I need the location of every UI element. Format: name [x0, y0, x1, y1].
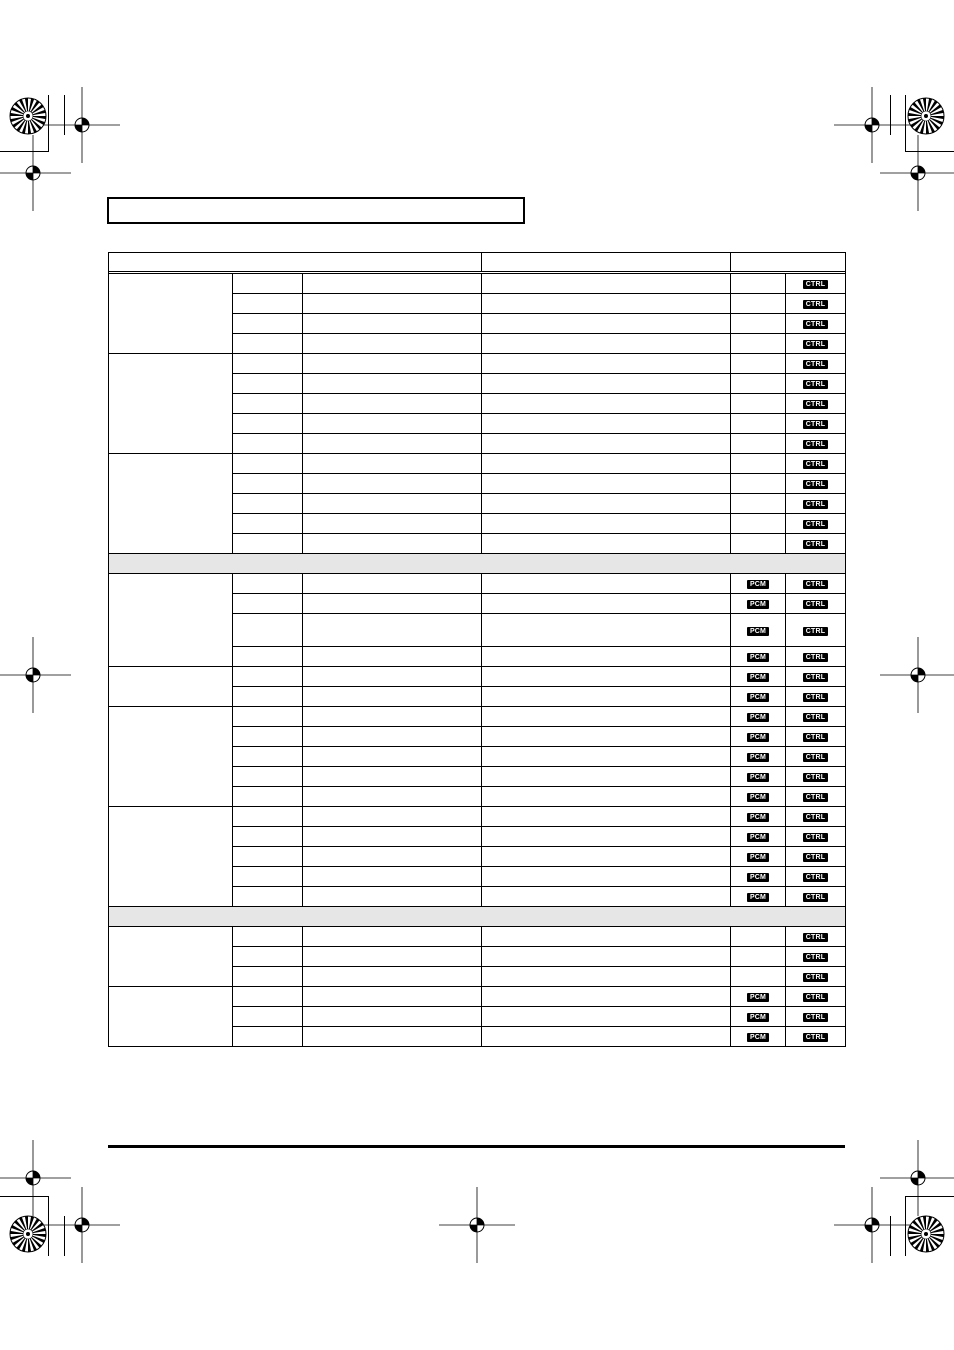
- pcm-badge: PCM: [747, 793, 769, 802]
- ctrl-badge-cell: [786, 534, 846, 554]
- section-heading: [109, 907, 846, 927]
- param-id-cell: [233, 767, 303, 787]
- pcm-badge-cell: [731, 767, 786, 787]
- ctrl-badge-cell: [786, 394, 846, 414]
- ctrl-badge-cell: [786, 767, 846, 787]
- param-name-cell: [303, 647, 482, 667]
- param-name-cell: [303, 314, 482, 334]
- value-cell: [482, 687, 731, 707]
- ctrl-badge-cell: [786, 687, 846, 707]
- table-row: [109, 927, 846, 947]
- value-cell: [482, 867, 731, 887]
- param-id-cell: [233, 414, 303, 434]
- param-id-cell: [233, 614, 303, 647]
- value-cell: [482, 727, 731, 747]
- param-name-cell: [303, 727, 482, 747]
- group-label-cell: [109, 454, 233, 554]
- param-name-cell: [303, 667, 482, 687]
- ctrl-badge-cell: [786, 827, 846, 847]
- value-cell: [482, 294, 731, 314]
- pcm-badge: PCM: [747, 653, 769, 662]
- pcm-badge-cell: [731, 334, 786, 354]
- ctrl-badge: CTRL: [803, 300, 828, 309]
- param-name-cell: [303, 514, 482, 534]
- pcm-badge-cell: [731, 927, 786, 947]
- ctrl-badge: CTRL: [803, 480, 828, 489]
- param-id-cell: [233, 1027, 303, 1047]
- ctrl-badge-cell: [786, 747, 846, 767]
- ctrl-badge: CTRL: [803, 600, 828, 609]
- value-cell: [482, 647, 731, 667]
- param-id-cell: [233, 494, 303, 514]
- group-label-cell: [109, 274, 233, 354]
- value-cell: [482, 314, 731, 334]
- value-cell: [482, 454, 731, 474]
- registration-mark-icon: [832, 1185, 912, 1265]
- param-id-cell: [233, 1007, 303, 1027]
- pcm-badge: PCM: [747, 893, 769, 902]
- value-cell: [482, 1027, 731, 1047]
- pcm-badge-cell: [731, 274, 786, 294]
- param-name-cell: [303, 394, 482, 414]
- ctrl-badge: CTRL: [803, 853, 828, 862]
- param-name-cell: [303, 354, 482, 374]
- param-id-cell: [233, 947, 303, 967]
- pcm-badge-cell: [731, 574, 786, 594]
- pcm-badge: PCM: [747, 673, 769, 682]
- page-title-box: [107, 197, 525, 224]
- value-cell: [482, 334, 731, 354]
- pcm-badge: PCM: [747, 813, 769, 822]
- pcm-badge: PCM: [747, 600, 769, 609]
- pcm-badge: PCM: [747, 993, 769, 1002]
- pcm-badge-cell: [731, 614, 786, 647]
- ctrl-badge-cell: [786, 414, 846, 434]
- group-label-cell: [109, 354, 233, 454]
- param-id-cell: [233, 354, 303, 374]
- pcm-badge-cell: [731, 687, 786, 707]
- pcm-badge: PCM: [747, 833, 769, 842]
- param-id-cell: [233, 334, 303, 354]
- starburst-target-icon: [906, 96, 946, 136]
- footer-rule: [108, 1145, 845, 1148]
- ctrl-badge: CTRL: [803, 973, 828, 982]
- ctrl-badge: CTRL: [803, 653, 828, 662]
- ctrl-badge-cell: [786, 454, 846, 474]
- pcm-badge-cell: [731, 967, 786, 987]
- ctrl-badge: CTRL: [803, 833, 828, 842]
- param-id-cell: [233, 314, 303, 334]
- ctrl-badge-cell: [786, 807, 846, 827]
- param-name-cell: [303, 807, 482, 827]
- value-cell: [482, 787, 731, 807]
- value-cell: [482, 987, 731, 1007]
- param-name-cell: [303, 927, 482, 947]
- param-id-cell: [233, 514, 303, 534]
- ctrl-badge: CTRL: [803, 993, 828, 1002]
- pcm-badge: PCM: [747, 1013, 769, 1022]
- param-name-cell: [303, 414, 482, 434]
- param-id-cell: [233, 787, 303, 807]
- param-name-cell: [303, 594, 482, 614]
- param-name-cell: [303, 787, 482, 807]
- param-name-cell: [303, 707, 482, 727]
- ctrl-badge-cell: [786, 727, 846, 747]
- pcm-badge-cell: [731, 1007, 786, 1027]
- parameter-table: [108, 252, 846, 1047]
- value-cell: [482, 967, 731, 987]
- ctrl-badge-cell: [786, 947, 846, 967]
- param-id-cell: [233, 394, 303, 414]
- value-cell: [482, 667, 731, 687]
- param-id-cell: [233, 374, 303, 394]
- param-id-cell: [233, 807, 303, 827]
- param-name-cell: [303, 614, 482, 647]
- value-cell: [482, 807, 731, 827]
- table-row: [109, 274, 846, 294]
- registration-mark-icon: [878, 133, 954, 213]
- ctrl-badge: CTRL: [803, 580, 828, 589]
- param-name-cell: [303, 1027, 482, 1047]
- value-cell: [482, 354, 731, 374]
- pcm-badge: PCM: [747, 580, 769, 589]
- group-label-cell: [109, 707, 233, 807]
- param-name-cell: [303, 867, 482, 887]
- value-cell: [482, 767, 731, 787]
- value-cell: [482, 574, 731, 594]
- ctrl-badge-cell: [786, 1027, 846, 1047]
- value-cell: [482, 947, 731, 967]
- pcm-badge-cell: [731, 647, 786, 667]
- value-cell: [482, 614, 731, 647]
- ctrl-badge-cell: [786, 274, 846, 294]
- param-id-cell: [233, 827, 303, 847]
- registration-mark-icon: [0, 635, 73, 715]
- value-cell: [482, 274, 731, 294]
- value-cell: [482, 847, 731, 867]
- ctrl-badge: CTRL: [803, 1033, 828, 1042]
- pcm-badge-cell: [731, 847, 786, 867]
- ctrl-badge-cell: [786, 294, 846, 314]
- pcm-badge-cell: [731, 594, 786, 614]
- group-label-cell: [109, 574, 233, 667]
- group-label-cell: [109, 667, 233, 707]
- param-name-cell: [303, 274, 482, 294]
- ctrl-badge: CTRL: [803, 753, 828, 762]
- ctrl-badge-cell: [786, 334, 846, 354]
- param-id-cell: [233, 594, 303, 614]
- param-id-cell: [233, 747, 303, 767]
- param-id-cell: [233, 294, 303, 314]
- value-cell: [482, 927, 731, 947]
- param-name-cell: [303, 494, 482, 514]
- value-cell: [482, 1007, 731, 1027]
- pcm-badge-cell: [731, 374, 786, 394]
- param-id-cell: [233, 687, 303, 707]
- value-cell: [482, 374, 731, 394]
- ctrl-badge-cell: [786, 887, 846, 907]
- pcm-badge-cell: [731, 354, 786, 374]
- ctrl-badge: CTRL: [803, 773, 828, 782]
- param-id-cell: [233, 867, 303, 887]
- registration-mark-icon: [0, 133, 73, 213]
- table-row: [109, 807, 846, 827]
- table-section-row: [109, 554, 846, 574]
- param-id-cell: [233, 987, 303, 1007]
- param-name-cell: [303, 434, 482, 454]
- table-header-row: [109, 253, 846, 272]
- pcm-badge-cell: [731, 394, 786, 414]
- ctrl-badge: CTRL: [803, 340, 828, 349]
- ctrl-badge: CTRL: [803, 380, 828, 389]
- pcm-badge-cell: [731, 827, 786, 847]
- ctrl-badge: CTRL: [803, 953, 828, 962]
- param-id-cell: [233, 927, 303, 947]
- value-cell: [482, 887, 731, 907]
- pcm-badge: PCM: [747, 627, 769, 636]
- ctrl-badge-cell: [786, 707, 846, 727]
- ctrl-badge: CTRL: [803, 320, 828, 329]
- value-cell: [482, 414, 731, 434]
- ctrl-badge-cell: [786, 787, 846, 807]
- table-row: [109, 707, 846, 727]
- param-name-cell: [303, 967, 482, 987]
- param-name-cell: [303, 887, 482, 907]
- param-id-cell: [233, 534, 303, 554]
- ctrl-badge: CTRL: [803, 733, 828, 742]
- param-name-cell: [303, 574, 482, 594]
- ctrl-badge: CTRL: [803, 540, 828, 549]
- param-id-cell: [233, 707, 303, 727]
- value-cell: [482, 534, 731, 554]
- pcm-badge: PCM: [747, 713, 769, 722]
- table-row: [109, 454, 846, 474]
- pcm-badge-cell: [731, 494, 786, 514]
- ctrl-badge-cell: [786, 847, 846, 867]
- ctrl-badge-cell: [786, 354, 846, 374]
- section-heading: [109, 554, 846, 574]
- value-cell: [482, 474, 731, 494]
- ctrl-badge-cell: [786, 514, 846, 534]
- starburst-target-icon: [906, 1214, 946, 1254]
- pcm-badge: PCM: [747, 873, 769, 882]
- param-name-cell: [303, 747, 482, 767]
- pcm-badge: PCM: [747, 693, 769, 702]
- ctrl-badge: CTRL: [803, 713, 828, 722]
- pcm-badge-cell: [731, 727, 786, 747]
- param-id-cell: [233, 574, 303, 594]
- param-id-cell: [233, 454, 303, 474]
- ctrl-badge: CTRL: [803, 933, 828, 942]
- ctrl-badge-cell: [786, 494, 846, 514]
- group-label-cell: [109, 927, 233, 987]
- pcm-badge-cell: [731, 294, 786, 314]
- param-name-cell: [303, 294, 482, 314]
- ctrl-badge-cell: [786, 867, 846, 887]
- ctrl-badge-cell: [786, 374, 846, 394]
- value-cell: [482, 747, 731, 767]
- pcm-badge-cell: [731, 987, 786, 1007]
- param-name-cell: [303, 947, 482, 967]
- ctrl-badge: CTRL: [803, 360, 828, 369]
- ctrl-badge: CTRL: [803, 673, 828, 682]
- table-row: [109, 987, 846, 1007]
- ctrl-badge-cell: [786, 967, 846, 987]
- param-id-cell: [233, 274, 303, 294]
- column-header-value: [482, 253, 731, 272]
- ctrl-badge: CTRL: [803, 873, 828, 882]
- pcm-badge-cell: [731, 807, 786, 827]
- pcm-badge-cell: [731, 1027, 786, 1047]
- param-id-cell: [233, 727, 303, 747]
- ctrl-badge-cell: [786, 574, 846, 594]
- param-id-cell: [233, 887, 303, 907]
- ctrl-badge: CTRL: [803, 1013, 828, 1022]
- pcm-badge-cell: [731, 867, 786, 887]
- param-name-cell: [303, 827, 482, 847]
- pcm-badge: PCM: [747, 753, 769, 762]
- param-name-cell: [303, 987, 482, 1007]
- pcm-badge: PCM: [747, 773, 769, 782]
- group-label-cell: [109, 987, 233, 1047]
- column-header-parameter: [109, 253, 482, 272]
- param-name-cell: [303, 534, 482, 554]
- ctrl-badge: CTRL: [803, 400, 828, 409]
- param-id-cell: [233, 647, 303, 667]
- ctrl-badge: CTRL: [803, 793, 828, 802]
- value-cell: [482, 394, 731, 414]
- table-row: [109, 574, 846, 594]
- param-name-cell: [303, 454, 482, 474]
- ctrl-badge: CTRL: [803, 627, 828, 636]
- ctrl-badge-cell: [786, 614, 846, 647]
- param-name-cell: [303, 687, 482, 707]
- ctrl-badge-cell: [786, 667, 846, 687]
- ctrl-badge-cell: [786, 474, 846, 494]
- ctrl-badge-cell: [786, 927, 846, 947]
- param-id-cell: [233, 434, 303, 454]
- ctrl-badge-cell: [786, 314, 846, 334]
- group-label-cell: [109, 807, 233, 907]
- pcm-badge-cell: [731, 474, 786, 494]
- ctrl-badge: CTRL: [803, 420, 828, 429]
- table-section-row: [109, 907, 846, 927]
- param-id-cell: [233, 847, 303, 867]
- table-row: [109, 354, 846, 374]
- registration-mark-icon: [878, 635, 954, 715]
- ctrl-badge-cell: [786, 1007, 846, 1027]
- pcm-badge-cell: [731, 314, 786, 334]
- pcm-badge-cell: [731, 414, 786, 434]
- registration-mark-icon: [437, 1185, 517, 1265]
- table-row: [109, 667, 846, 687]
- value-cell: [482, 827, 731, 847]
- ctrl-badge: CTRL: [803, 280, 828, 289]
- pcm-badge: PCM: [747, 853, 769, 862]
- param-id-cell: [233, 667, 303, 687]
- table-body: [109, 274, 846, 1047]
- value-cell: [482, 514, 731, 534]
- registration-mark-icon: [42, 1185, 122, 1265]
- pcm-badge: PCM: [747, 1033, 769, 1042]
- ctrl-badge-cell: [786, 647, 846, 667]
- param-name-cell: [303, 474, 482, 494]
- value-cell: [482, 707, 731, 727]
- pcm-badge-cell: [731, 707, 786, 727]
- pcm-badge-cell: [731, 887, 786, 907]
- param-id-cell: [233, 474, 303, 494]
- ctrl-badge-cell: [786, 594, 846, 614]
- pcm-badge: PCM: [747, 733, 769, 742]
- ctrl-badge-cell: [786, 987, 846, 1007]
- pcm-badge-cell: [731, 534, 786, 554]
- ctrl-badge: CTRL: [803, 460, 828, 469]
- pcm-badge-cell: [731, 454, 786, 474]
- param-name-cell: [303, 767, 482, 787]
- value-cell: [482, 494, 731, 514]
- value-cell: [482, 594, 731, 614]
- column-header-flags: [731, 253, 846, 272]
- value-cell: [482, 434, 731, 454]
- pcm-badge-cell: [731, 787, 786, 807]
- pcm-badge-cell: [731, 667, 786, 687]
- ctrl-badge: CTRL: [803, 693, 828, 702]
- ctrl-badge-cell: [786, 434, 846, 454]
- ctrl-badge: CTRL: [803, 440, 828, 449]
- pcm-badge-cell: [731, 947, 786, 967]
- ctrl-badge: CTRL: [803, 500, 828, 509]
- ctrl-badge: CTRL: [803, 893, 828, 902]
- param-id-cell: [233, 967, 303, 987]
- param-name-cell: [303, 374, 482, 394]
- pcm-badge-cell: [731, 514, 786, 534]
- pcm-badge-cell: [731, 747, 786, 767]
- param-name-cell: [303, 334, 482, 354]
- ctrl-badge: CTRL: [803, 520, 828, 529]
- ctrl-badge: CTRL: [803, 813, 828, 822]
- param-name-cell: [303, 1007, 482, 1027]
- param-name-cell: [303, 847, 482, 867]
- pcm-badge-cell: [731, 434, 786, 454]
